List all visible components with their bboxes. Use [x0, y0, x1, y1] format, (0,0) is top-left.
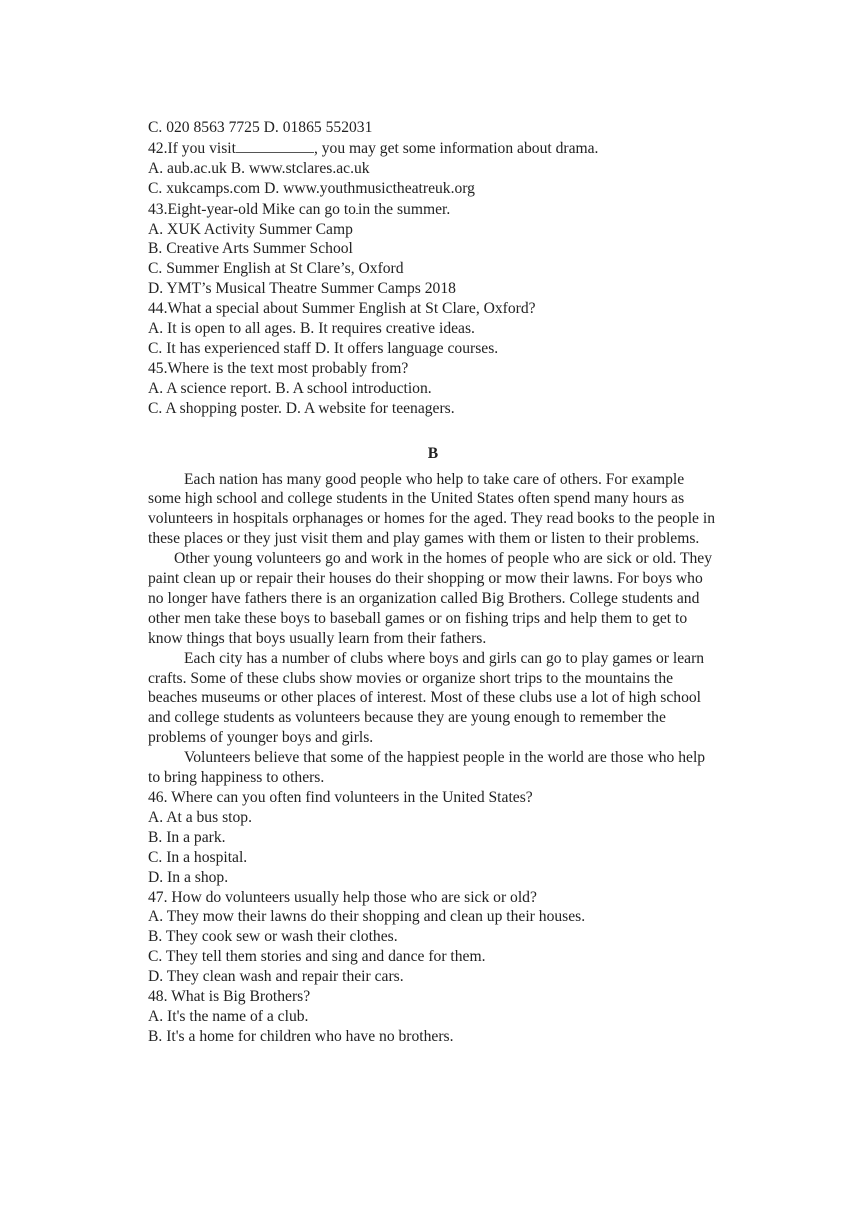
q45-stem: 45.Where is the text most probably from?: [148, 359, 409, 377]
q48-stem: 48. What is Big Brothers?: [148, 988, 311, 1006]
q43-stem-post: in the summer.: [357, 200, 451, 218]
passage-paragraph-3: Each city has a number of clubs where boys and girls can go to play games or learn crafts. Some of these clubs show movies or organize short trips to the mountains the beaches museums or other places of interest. Most of these clubs use a lot of high school and college students as volunteers because they are young enough to remember the problems of younger boys and girls.: [148, 649, 705, 747]
q42-answer-blank: [236, 138, 314, 153]
q43-stem-pre: 43.Eight-year-old Mike can go to: [148, 200, 356, 218]
q48-option-b: B. It's a home for children who have no brothers.: [148, 1027, 454, 1045]
passage: [148, 470, 718, 789]
q44-options-ab: A. It is open to all ages. B. It requires creative ideas.: [148, 320, 475, 338]
passage-paragraph-2: Other young volunteers go and work in the homes of people who are sick or old. They paint clean up or repair their houses do their shopping or mow their lawns. For boys who no longer have fathers there is an organization called Big Brothers. College students and other men take these boys to baseball games or on fishing trips and help them to get to know things that boys usually learn from their fathers.: [148, 550, 713, 647]
section-b-title: B: [427, 444, 439, 462]
q47-option-a: A. They mow their lawns do their shopping and clean up their houses.: [148, 908, 586, 926]
q48-option-a: A. It's the name of a club.: [148, 1007, 309, 1025]
q42-stem-pre: 42.If you visit: [148, 139, 236, 157]
q42-stem: [148, 138, 718, 159]
q43-option-b: B. Creative Arts Summer School: [148, 240, 353, 258]
q46-option-b: B. In a park.: [148, 828, 226, 846]
q47-option-c: C. They tell them stories and sing and dance for them.: [148, 948, 486, 966]
q45-options-ab: A. A science report. B. A school introduction.: [148, 379, 432, 397]
document-content: [148, 118, 718, 1047]
q46-option-c: C. In a hospital.: [148, 848, 248, 866]
q45-options-cd: C. A shopping poster. D. A website for teenagers.: [148, 399, 455, 417]
q47-option-d: D. They clean wash and repair their cars.: [148, 968, 404, 986]
passage-paragraph-4: Volunteers believe that some of the happiest people in the world are those who help to bring happiness to others.: [148, 749, 706, 787]
q42-stem-post: , you may get some information about drama.: [313, 139, 599, 157]
q46-stem: 46. Where can you often find volunteers in the United States?: [148, 789, 533, 806]
section-spacer: [148, 419, 718, 444]
q43-stem: [148, 199, 718, 220]
q47-stem: 47. How do volunteers usually help those who are sick or old?: [148, 888, 537, 906]
q42-options-cd: C. xukcamps.com D. www.youthmusictheatreuk.org: [148, 179, 475, 197]
q44-options-cd: C. It has experienced staff D. It offers language courses.: [148, 339, 499, 357]
q43-option-a: A. XUK Activity Summer Camp: [148, 220, 353, 238]
q46-option-a: A. At a bus stop.: [148, 808, 252, 826]
q44-stem: 44.What a special about Summer English at St Clare, Oxford?: [148, 300, 536, 318]
q43-option-c: C. Summer English at St Clare’s, Oxford: [148, 260, 404, 278]
q47-option-b: B. They cook sew or wash their clothes.: [148, 928, 398, 946]
q42-options-ab: A. aub.ac.uk B. www.stclares.ac.uk: [148, 159, 370, 177]
passage-paragraph-1: Each nation has many good people who help to take care of others. For example some high school and college students in the United States often spend many hours as volunteers in hospitals orphanages or homes for the aged. They read books to the people in these places or they just visit them and play games with them or listen to their problems.: [148, 470, 716, 548]
q46-option-d: D. In a shop.: [148, 868, 229, 886]
q43-option-d: D. YMT’s Musical Theatre Summer Camps 2018: [148, 280, 456, 298]
q41-options-cd: C. 020 8563 7725 D. 01865 552031: [148, 119, 373, 136]
